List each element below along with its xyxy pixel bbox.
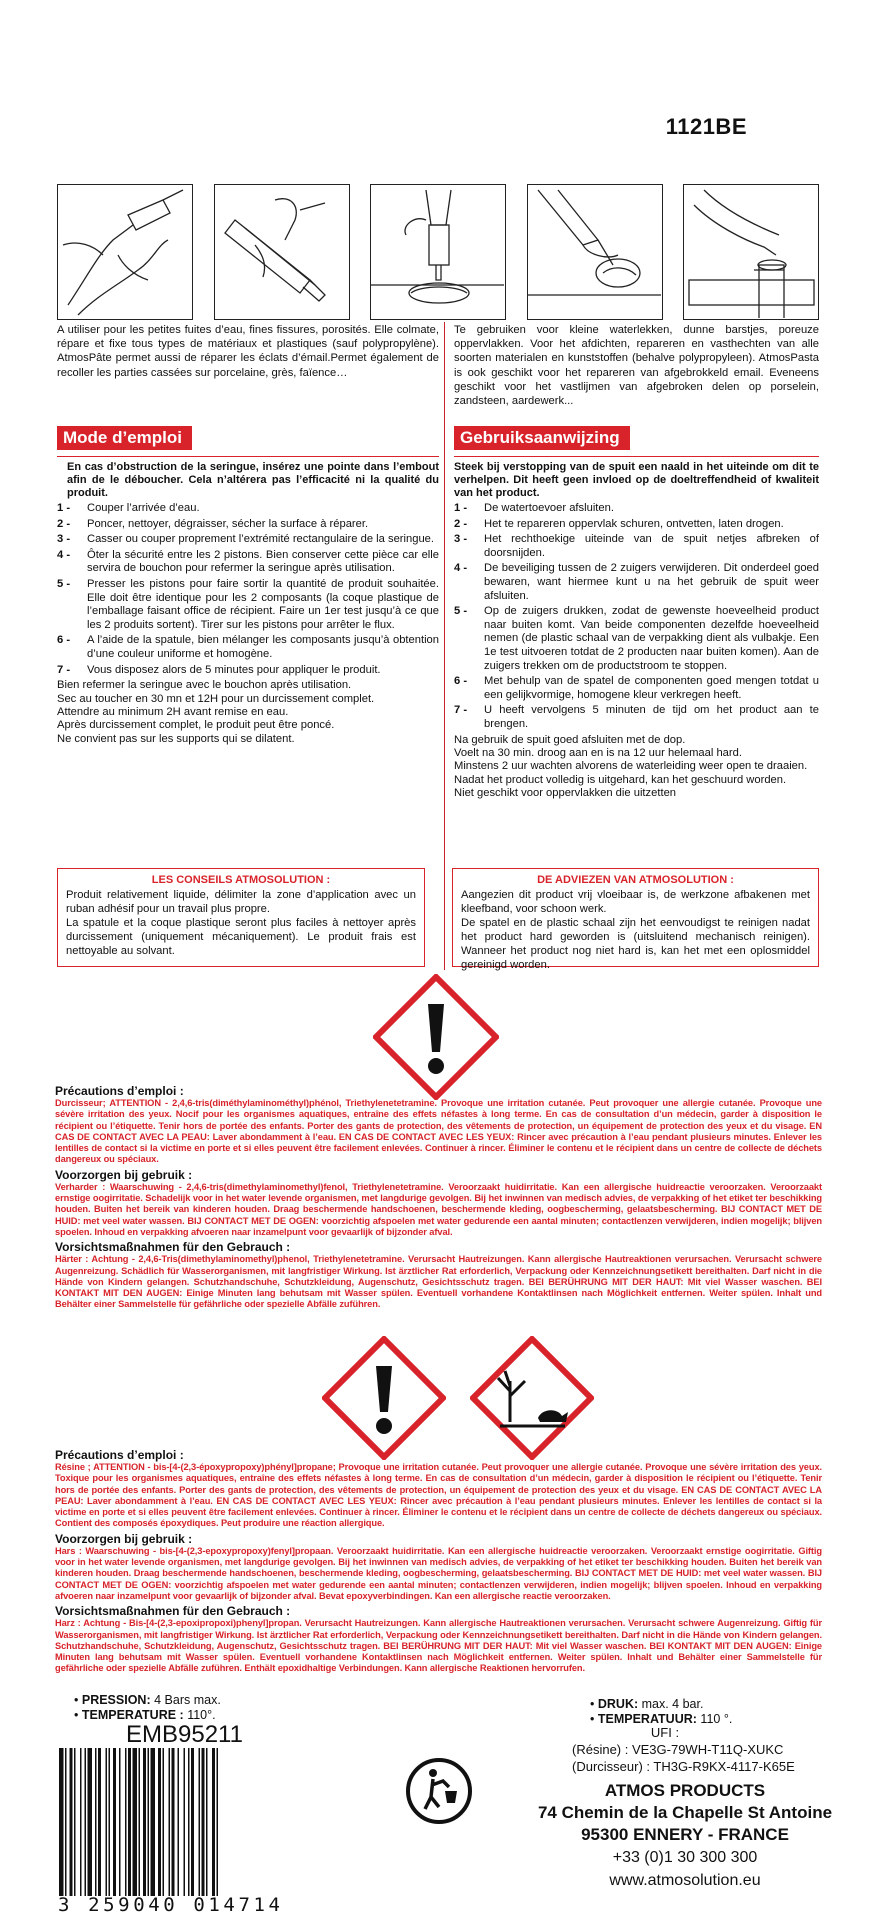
twist-cap-icon bbox=[214, 184, 350, 320]
tips-box-nl bbox=[452, 868, 819, 971]
apply-on-pipe-icon bbox=[683, 184, 819, 320]
barcode-bar bbox=[109, 1748, 111, 1896]
barcode-bar bbox=[70, 1748, 73, 1896]
barcode-bar bbox=[202, 1748, 205, 1896]
after-notes bbox=[454, 734, 819, 801]
step-item bbox=[454, 518, 819, 532]
tip: Aangezien dit product vrij vloeibaar is, de werkzone afbakenen met kleefband, voor schoon werk. bbox=[461, 889, 810, 915]
precaution-text: Résine ; ATTENTION - bis-[4-(2,3-époxypropoxy)phényl]propane; Provoque une irritation cutanée. Peut provoquer une allergie cutanée. Provoque une sévère irritation des yeux. Toxique pour les organismes aquatiques, entraîne des effets néfastes à long terme. En cas de consultation d’un médecin, garder à disposition le récipient ou l’étiquette. Tenir hors de portée des enfants. Porter des gants de protection, des vêtements de protection, un équipement de protection des yeux et du visage. EN CAS DE CONTACT AVEC LA PEAU: Laver abondamment à l’eau. EN CAS DE CONTACT AVEC LES YEUX: Rincer avec précaution à l’eau pendant plusieurs minutes. Enlever les lentilles de contact si la victime en porte et si elles peuvent être facilement enlevées. Continuer à rincer. Éliminer le contenu et le récipient dans un centre de collecte de déchets dangereux ou spéciaux. Contient des composés époxydiques. Peut produire une réaction allergique. bbox=[55, 1462, 822, 1529]
barcode-bar bbox=[95, 1748, 97, 1896]
tips-title: DE ADVIEZEN VAN ATMOSOLUTION : bbox=[537, 874, 734, 886]
tip: La spatule et la coque plastique seront plus faciles à nettoyer après durcissement (uniquement mécaniquement). Le produit frais est nettoyable au solvant. bbox=[66, 917, 416, 957]
precaution-text: Durcisseur; ATTENTION - 2,4,6-tris(diméthylaminométhyl)phénol, Triethylenetetramine. Provoque une irritation cutanée. Peut provoquer une allergie cutanée. Provoque une sévère irritation des yeux. Nocif pour les organismes aquatiques, entraîne des effets néfastes à long terme. En cas de consultation d’un médecin, garder à disposition le récipient ou l’étiquette. Tenir hors de portée des enfants. Porter des gants de protection, des vêtements de protection, un équipement de protection des yeux et du visage. EN CAS DE CONTACT AVEC LA PEAU: Laver abondamment à l’eau. EN CAS DE CONTACT AVEC LES YEUX: Rincer avec précaution à l’eau pendant plusieurs minutes. Enlever les lentilles de contact si la victime en porte et si elles peuvent être facilement enlevées. Continuer à rincer. Éliminer le contenu et le récipient dans un centre de collecte de déchets dangereux ou spéciaux. bbox=[55, 1098, 822, 1165]
product-reference: 1121BE bbox=[665, 114, 747, 139]
precaution-heading: Voorzorgen bij gebruik : bbox=[55, 1531, 193, 1546]
intro-nl: Te gebruiken voor kleine waterlekken, dunne barstjes, poreuze oppervlakken. Voor het afdichten, repareren en vasthechten van alle soorten materialen en kunststoffen (behalve polypropyleen). AtmosPasta is ook geschikt voor het repareren van afgebrokkeld email. Eveneens geschikt voor het vastlijmen van afgebroken delen op porselein, zandsteen, aardewerk... bbox=[454, 324, 819, 408]
tip: Produit relativement liquide, délimiter la zone d’application avec un ruban adhésif pour un travail plus propre. bbox=[66, 889, 416, 915]
barcode-bar bbox=[199, 1748, 201, 1896]
tips-title: LES CONSEILS ATMOSOLUTION : bbox=[151, 874, 331, 886]
step-number: 4 - bbox=[57, 548, 71, 561]
step-text: Vous disposez alors de 5 minutes pour appliquer le produit. bbox=[87, 663, 381, 676]
barcode-bar bbox=[65, 1748, 67, 1896]
column-divider bbox=[444, 322, 445, 970]
precaution-text: Härter : Achtung - 2,4,6-Tris(dimethylaminomethyl)phenol, Triethylenetetramine. Verursacht Hautreizungen. Kann allergische Hautreaktionen verursachen. Verursacht schwere Augenreizung. Schädlich für Wasserorganismen, mit langfristiger Wirkung. Ist ärztlicher Rat erforderlich, Verpackung oder Kennzeichnungsetikett bereithalten. Darf nicht in die Hände von Kindern gelangen. Schutzhandschuhe, Schutzkleidung, Augenschutz, Gesichtsschutz tragen. BEI BERÜHRUNG MIT DER HAUT: Mit viel Wasser waschen. BEI KONTAKT MIT DEN AUGEN: Einige Minuten lang behutsam mit Wasser spülen. Eventuell vorhandene Kontaktlinsen nach Möglichkeit entfernen. Weiter spülen. Inhalt und Behälter einer Sammelstelle für gefährliche oder spezielle Abfälle zuführen. bbox=[55, 1254, 822, 1310]
step-text: Casser ou couper proprement l’extrémité rectangulaire de la seringue. bbox=[87, 533, 434, 546]
note-line: Minstens 2 uur wachten alvorens de waterleiding weer open te draaien. bbox=[454, 760, 808, 773]
instruction-pictograms bbox=[57, 184, 819, 320]
step-number: 6 - bbox=[57, 634, 71, 647]
step-item bbox=[454, 533, 819, 560]
steps-list bbox=[454, 502, 819, 732]
precaution-heading: Précautions d’emploi : bbox=[55, 1448, 184, 1462]
barcode-bar bbox=[88, 1748, 93, 1896]
section-title: Mode d’emploi bbox=[57, 426, 192, 450]
ufi-codes: (Résine) : VE3G-79WH-T11Q-XUKC (Durcisseur) : TH3G-R9KX-4117-K65E bbox=[572, 1742, 795, 1774]
step-text: Met behulp van de spatel de componenten goed mengen totdat u een gelijkvormige, homogene kleur verkregen heeft. bbox=[484, 675, 819, 701]
precautions-hardener bbox=[55, 1082, 822, 1311]
intro-fr: A utiliser pour les petites fuites d’eau, fines fissures, porosités. Elle colmate, répare et fixe tous types de matériaux et plastiques (sauf polypropylène). AtmosPâte permet aussi de réparer les éclats d’émail.Permet également de recoller les parties cassées sur porcelaine, grès, faïence… bbox=[57, 324, 439, 379]
emb-code: EMB95211 bbox=[126, 1721, 243, 1748]
precaution-heading: Vorsichtsmaßnahmen für den Gebrauch : bbox=[55, 1240, 291, 1255]
step-number: 5 - bbox=[57, 577, 71, 590]
company-name: ATMOS PRODUCTS bbox=[604, 1781, 766, 1800]
company-street: 74 Chemin de la Chapelle St Antoine bbox=[537, 1803, 833, 1822]
specs-nl: • DRUK: max. 4 bar. • TEMPERATUUR: 110 °. bbox=[590, 1697, 733, 1726]
ufi-block: UFI : bbox=[650, 1725, 680, 1740]
precaution-heading: Précautions d’emploi : bbox=[55, 1084, 184, 1098]
barcode-bar bbox=[125, 1748, 127, 1896]
step-text: Presser les pistons pour faire sortir la quantité de produit souhaitée. Elle doit être identique pour les 2 composants (la coque plastique de l’emballage faisant office de récipient. Faire un 1er test jusqu’à ce que les 2 produits sortent). Tirer sur les pistons pour arrêter le flux. bbox=[87, 577, 439, 631]
barcode bbox=[57, 1748, 302, 1901]
barcode-bar bbox=[148, 1748, 150, 1896]
barcode-bar bbox=[128, 1748, 131, 1896]
company-city: 95300 ENNERY - FRANCE bbox=[581, 1825, 789, 1844]
barcode-bar bbox=[158, 1748, 161, 1896]
step-item bbox=[454, 605, 819, 673]
barcode-bar bbox=[85, 1748, 87, 1896]
step-text: Op de zuigers drukken, zodat de gewenste hoeveelheid product naar buiten komt. Van beide componenten dezelfde hoeveelheid nemen (de plastic schaal van de verpakking dient als vulbakje. Een 1e test uitvoeren totdat de 2 producten naar buiten komen). Aan de zuigers trekken om de productstroom te stoppen. bbox=[484, 605, 819, 672]
barcode-bar bbox=[139, 1748, 141, 1896]
barcode-bar bbox=[212, 1748, 215, 1896]
barcode-bar bbox=[74, 1748, 76, 1896]
precaution-heading: Voorzorgen bij gebruik : bbox=[55, 1167, 193, 1182]
spread-spatula-icon bbox=[527, 184, 663, 320]
step-text: De beveiliging tussen de 2 zuigers verwijderen. Dit onderdeel goed bewaren, want hiermee kunt u na het gebruik de spuit weer afsluiten. bbox=[484, 562, 819, 602]
recycle-person-icon bbox=[405, 1757, 473, 1830]
step-item bbox=[454, 562, 819, 603]
barcode-bar bbox=[98, 1748, 101, 1896]
precautions-resin bbox=[55, 1446, 822, 1675]
barcode-bar bbox=[80, 1748, 82, 1896]
barcode-bar bbox=[188, 1748, 190, 1896]
step-text: Het rechthoekige uiteinde van de spuit netjes afbreken of doorsnijden. bbox=[484, 533, 819, 559]
step-item bbox=[454, 502, 819, 516]
note-line: Na gebruik de spuit goed afsluiten met de dop. bbox=[454, 733, 686, 746]
step-item bbox=[57, 664, 439, 678]
step-number: 7 - bbox=[454, 704, 468, 717]
step-item bbox=[454, 704, 819, 731]
step-text: U heeft vervolgens 5 minuten de tijd om het product aan te brengen. bbox=[484, 704, 819, 730]
lead-text: Steek bij verstopping van de spuit een naald in het uiteinde om dit te verhelpen. Dit heeft geen invloed op de doeltreffendheid of kwaliteit van het product. bbox=[454, 461, 819, 499]
note-line: Niet geschikt voor oppervlakken die uitzetten bbox=[454, 787, 677, 800]
step-text: De watertoevoer afsluiten. bbox=[484, 502, 614, 514]
step-number: 1 - bbox=[454, 502, 468, 514]
after-notes bbox=[57, 679, 439, 746]
steps-list bbox=[57, 502, 439, 677]
barcode-bar bbox=[172, 1748, 175, 1896]
step-text: Het te repareren oppervlak schuren, ontvetten, laten drogen. bbox=[484, 517, 784, 530]
step-text: Couper l’arrivée d’eau. bbox=[87, 502, 200, 514]
note-line: Voelt na 30 min. droog aan en is na 12 uur helemaal hard. bbox=[454, 746, 742, 759]
step-number: 3 - bbox=[454, 533, 468, 546]
step-item bbox=[57, 533, 439, 547]
barcode-digits: 3 259040 014714 bbox=[58, 1894, 284, 1916]
step-number: 3 - bbox=[57, 533, 71, 546]
step-text: Poncer, nettoyer, dégraisser, sécher la surface à réparer. bbox=[87, 517, 369, 530]
barcode-bar bbox=[119, 1748, 121, 1896]
barcode-bar bbox=[151, 1748, 156, 1896]
section-title: Gebruiksaanwijzing bbox=[454, 426, 630, 450]
step-text: Ôter la sécurité entre les 2 pistons. Bien conserver cette pièce car elle servira de bouchon pour refermer la seringue après utilisation. bbox=[87, 548, 439, 575]
step-item bbox=[454, 675, 819, 702]
barcode-bar bbox=[178, 1748, 180, 1896]
precaution-text: Harz : Achtung - Bis-[4-(2,3-epoxipropoxi)phenyl]propan. Verursacht Hautreizungen. Kann allergische Hautreaktionen verursachen. Verursacht schwere Augenreizung. Giftig für Wasserorganismen, mit langfristiger Wirkung. Ist ärztlicher Rat erforderlich, Verpackung oder Kennzeichnungsetikett bereithalten. Darf nicht in die Hände von Kindern gelangen. Schutzhandschuhe, Schutzkleidung, Augenschutz, Gesichtsschutz tragen. BEI BERÜHRUNG MIT DER HAUT: Mit viel Wasser waschen. BEI KONTAKT MIT DEN AUGEN: Einige Minuten lang behutsam mit Wasser spülen. Eventuell vorhandene Kontaktlinsen nach Möglichkeit entfernen. Weiter spülen. Inhalt und Behälter einer Sammelstelle für gefährliche oder spezielle Abfälle zuführen. Enthält epoxidhaltige Verbindungen. Kann allergische Reaktionen hervorrufen. bbox=[55, 1618, 822, 1674]
push-plunger-icon bbox=[370, 184, 506, 320]
instructions-fr bbox=[57, 426, 439, 746]
step-number: 7 - bbox=[57, 663, 71, 676]
precaution-text: Verharder : Waarschuwing - 2,4,6-tris(dimethylaminomethyl)fenol, Triethylenetetramine. Veroorzaakt huidirritatie. Kan een allergische huidreactie veroorzaken. Veroorzaakt ernstige oogirritatie. Schadelijk voor in het water levende organismen, met langdurige gevolgen. Bij het inwinnen van medisch advies, de verpakking of het etiket ter beschikking houden. Buiten het bereik van kinderen houden. Draag beschermende handschoenen, beschermende kleding, oogbescherming, gelaatsbescherming. BIJ CONTACT MET DE HUID: met veel water wassen. BIJ CONTACT MET DE OGEN: voorzichtig afspoelen met water gedurende een aantal minuten; contactlenzen verwijderen, indien mogelijk; blijven spoelen. Inhoud en verpakking afvoeren naar inzamelpunt voor gevaarlijk of bijzonder afval. bbox=[55, 1181, 822, 1237]
note-line: Après durcissement complet, le produit peut être poncé. bbox=[57, 719, 335, 732]
step-number: 2 - bbox=[57, 517, 71, 530]
step-item bbox=[57, 578, 439, 632]
step-text: A l’aide de la spatule, bien mélanger les composants jusqu’à obtention d’une couleur uniforme et homogène. bbox=[87, 634, 439, 660]
step-item bbox=[57, 549, 439, 576]
note-line: Nadat het product volledig is uitgehard, kan het geschuurd worden. bbox=[454, 773, 787, 786]
step-number: 5 - bbox=[454, 605, 468, 618]
precaution-text: Hars : Waarschuwing - bis-[4-(2,3-epoxypropoxy)fenyl]propaan. Veroorzaakt huidirritatie. Kan een allergische huidreactie veroorzaken. Veroorzaakt ernstige oogirritatie. Giftig voor in het water levende organismen, met langdurige gevolgen. Bij het inwinnen van medisch advies, de verpakking of het etiket ter beschikking houden. Buiten het bereik van kinderen houden. Draag beschermende handschoenen, beschermende kleding, oogbescherming, gelaatsbescherming. BIJ CONTACT MET DE HUID: met veel water wassen. BIJ CONTACT MET DE OGEN: voorzichtig afspoelen met water gedurende een aantal minuten; contactlenzen verwijderen, indien mogelijk; blijven spoelen. Inhoud en verpakking afvoeren naar inzamelpunt voor gevaarlijk of bijzonder afval. Bevat epoxyverbindingen. Kan een allergische reactie veroorzaken. bbox=[55, 1545, 822, 1601]
note-line: Bien refermer la seringue avec le bouchon après utilisation. bbox=[57, 679, 352, 692]
barcode-bar bbox=[217, 1748, 219, 1896]
specs-fr: • PRESSION: 4 Bars max. • TEMPERATURE : 110°. bbox=[74, 1693, 221, 1722]
pin-syringe-icon bbox=[57, 184, 193, 320]
tips-box-fr bbox=[57, 868, 425, 967]
barcode-bar bbox=[113, 1748, 116, 1896]
barcode-bar bbox=[169, 1748, 171, 1896]
lead-text: En cas d’obstruction de la seringue, insérez une pointe dans l’embout afin de le déboucher. Cela n’altérera pas l’efficacité ni la qualité du produit. bbox=[67, 461, 439, 499]
step-number: 2 - bbox=[454, 517, 468, 530]
note-line: Ne convient pas sur les supports qui se dilatent. bbox=[57, 732, 295, 745]
step-number: 6 - bbox=[454, 675, 468, 688]
step-item bbox=[57, 634, 439, 661]
company-phone: +33 (0)1 30 300 300 bbox=[612, 1849, 758, 1866]
instructions-nl bbox=[454, 426, 819, 801]
barcode-bar bbox=[206, 1748, 208, 1896]
tip: De spatel en de plastic schaal zijn het eenvoudigst te reinigen nadat het product hard geworden is (uitsluitend mechanisch reinigen). Wanneer het product nog niet hard is, kan het met een oplosmiddel gereinigd worden. bbox=[461, 917, 810, 971]
barcode-bar bbox=[133, 1748, 138, 1896]
barcode-bar bbox=[191, 1748, 194, 1896]
company-website[interactable]: www.atmosolution.eu bbox=[609, 1872, 761, 1889]
barcode-bar bbox=[184, 1748, 186, 1896]
company-block bbox=[520, 1780, 850, 1892]
barcode-bar bbox=[143, 1748, 146, 1896]
note-line: Attendre au minimum 2H avant remise en eau. bbox=[57, 705, 289, 718]
barcode-bar bbox=[59, 1748, 64, 1896]
barcode-bar bbox=[163, 1748, 165, 1896]
step-number: 1 - bbox=[57, 502, 71, 514]
note-line: Sec au toucher en 30 mn et 12H pour un durcissement complet. bbox=[57, 692, 375, 705]
barcode-bar bbox=[106, 1748, 108, 1896]
step-item bbox=[57, 502, 439, 516]
step-number: 4 - bbox=[454, 562, 468, 575]
step-item bbox=[57, 518, 439, 532]
precaution-heading: Vorsichtsmaßnahmen für den Gebrauch : bbox=[55, 1604, 291, 1619]
